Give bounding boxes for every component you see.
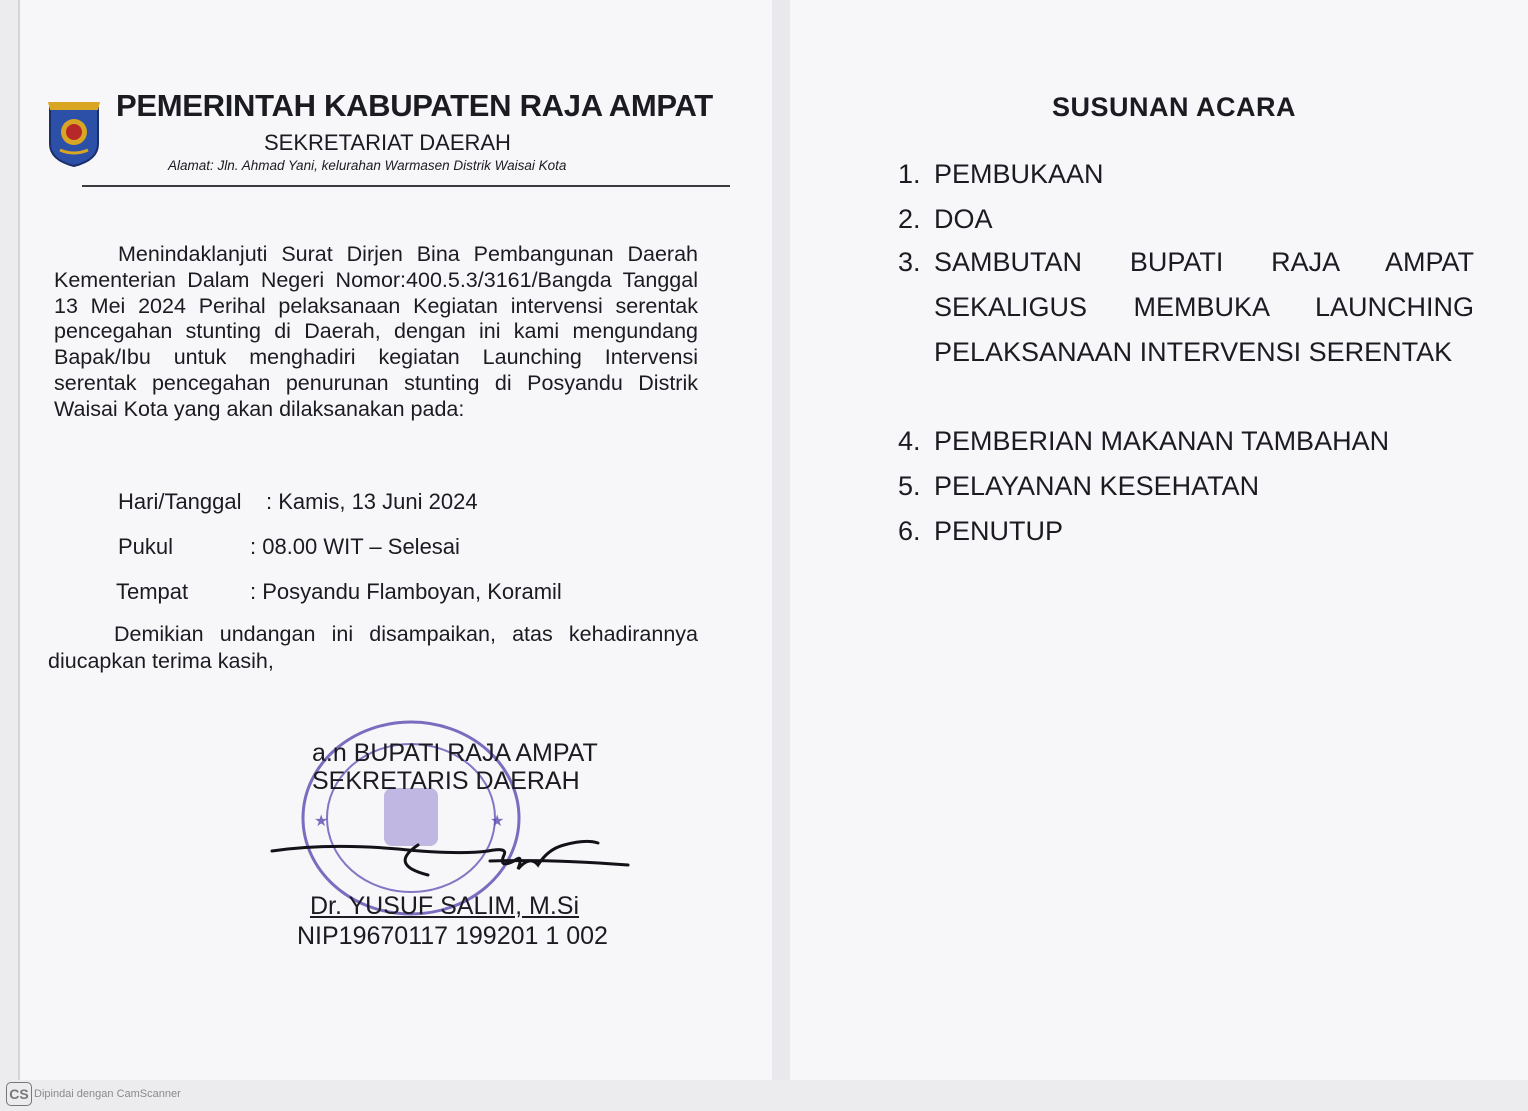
agenda-item-number: 1. [898,159,921,189]
svg-text:★: ★ [490,811,505,830]
agenda-item [898,240,1478,375]
signatory-name: Dr. YUSUF SALIM, M.Si [310,892,580,920]
svg-text:★: ★ [314,811,329,830]
agenda-item-number: 4. [898,426,921,456]
agenda-item [898,197,1478,241]
letterhead-subtitle: SEKRETARIAT DAERAH [264,130,511,155]
day-value: : Kamis, 13 Juni 2024 [266,489,478,514]
handwritten-signature [268,825,634,895]
agenda-item-text: PELAYANAN KESEHATAN [934,471,1260,501]
day-label: Hari/Tanggal [118,489,242,514]
agenda-item [898,419,1478,463]
letter-body: Menindaklanjuti Surat Dirjen Bina Pembangunan Daerah Kementerian Dalam Negeri Nomor:400.5.3/3161/Bangda Tanggal 13 Mei 2024 Perihal pelaksanaan Kegiatan intervensi serentak pencegahan stunting di Daerah, dengan ini kami mengundang Bapak/Ibu untuk menghadiri kegiatan Launching Intervensi serentak pencegahan penurunan stunting di Posyandu Distrik Waisai Kota yang akan dilaksanakan pada: [54,242,698,421]
camscanner-watermark: Dipindai dengan CamScanner [34,1088,181,1100]
regency-emblem-icon [46,98,102,168]
page-gutter [772,0,790,1080]
agenda-item [898,509,1478,553]
signatory-nip: NIP19670117 199201 1 002 [297,922,608,950]
letterhead-title: PEMERINTAH KABUPATEN RAJA AMPAT [116,88,713,123]
agenda-item-text: PEMBUKAAN [934,159,1104,189]
agenda-item-number: 3. [898,247,921,277]
agenda-item [898,152,1478,196]
letterhead-divider [82,185,730,187]
camscanner-logo-icon: CS [6,1082,32,1106]
agenda-item-number: 2. [898,204,921,234]
agenda-title: SUSUNAN ACARA [1052,92,1297,122]
signatory-on-behalf: a.n BUPATI RAJA AMPAT [312,739,598,767]
agenda-item-text: DOA [934,204,993,234]
agenda-item-number: 6. [898,516,921,546]
letterhead-address: Alamat: Jln. Ahmad Yani, kelurahan Warmasen Distrik Waisai Kota [168,158,567,173]
letter-closing: Demikian undangan ini disampaikan, atas kehadirannya diucapkan terima kasih, [48,622,698,673]
signatory-office: SEKRETARIS DAERAH [312,767,580,795]
time-value: : 08.00 WIT – Selesai [250,534,460,559]
agenda-item [898,464,1478,508]
agenda-item-number: 5. [898,471,921,501]
agenda-item-text: PEMBERIAN MAKANAN TAMBAHAN [934,426,1390,456]
place-value: : Posyandu Flamboyan, Koramil [250,579,562,604]
time-label: Pukul [118,534,174,559]
place-label: Tempat [116,579,189,604]
agenda-item-text: PENUTUP [934,516,1064,546]
agenda-item-text: SAMBUTAN BUPATI RAJA AMPAT SEKALIGUS MEMBUKA LAUNCHING PELAKSANAAN INTERVENSI SERENTAK [934,247,1474,367]
